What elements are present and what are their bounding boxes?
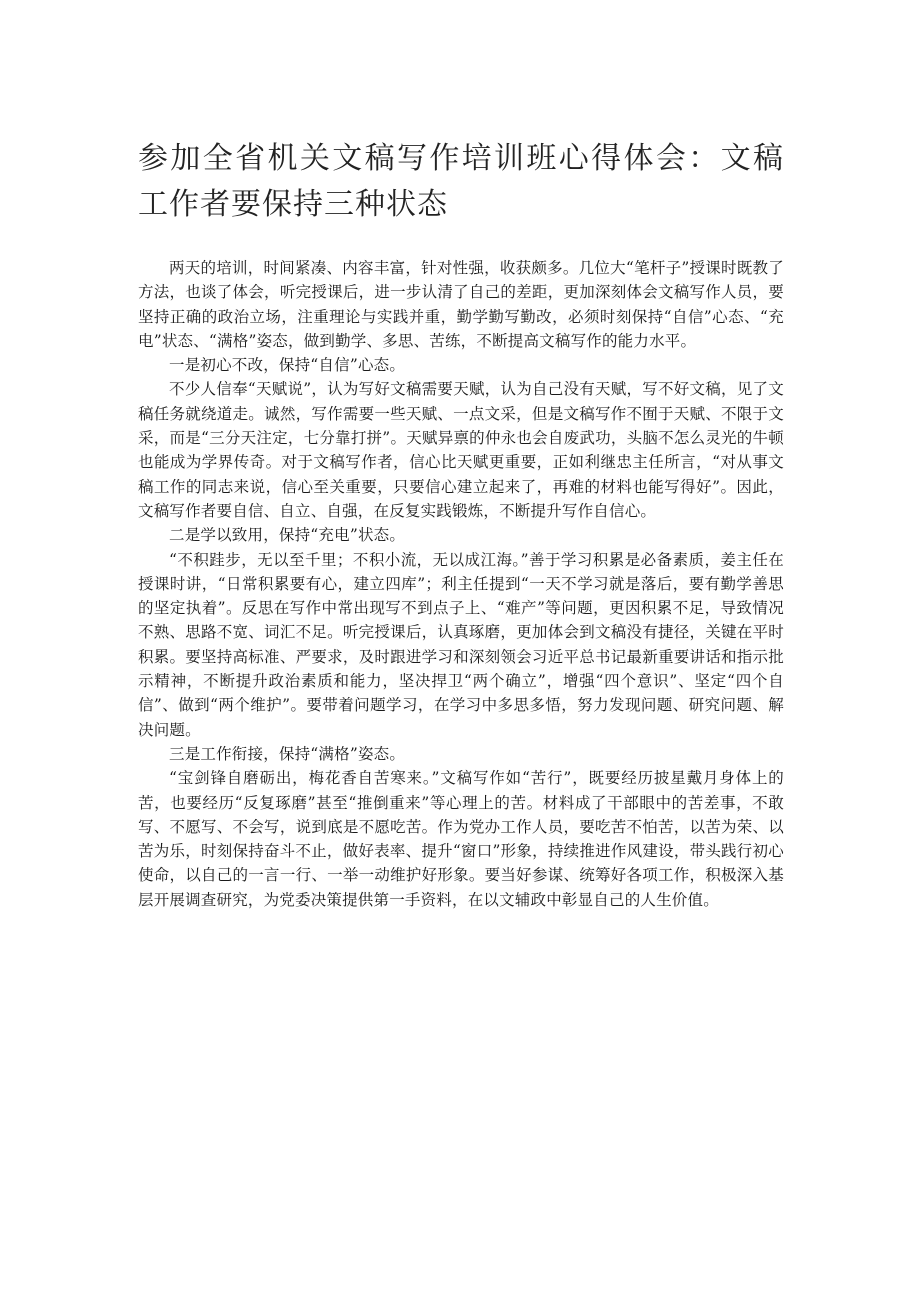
- paragraph-section-2: “不积跬步，无以至千里；不积小流，无以成江海。”善于学习积累是必备素质，姜主任在授课时讲，“日常积累要有心，建立四库”；利主任提到“一天不学习就是落后，要有勤学善思的坚定执着”。反思在写作中常出现写不到点子上、“难产”等问题，更因积累不足，导致情况不熟、思路不宽、词汇不足。听完授课后，认真琢磨，更加体会到文稿没有捷径，关键在平时积累。要坚持高标准、严要求，及时跟进学习和深刻领会习近平总书记最新重要讲话和指示批示精神，不断提升政治素质和能力，坚决捍卫“两个确立”，增强“四个意识”、坚定“四个自信”、做到“两个维护”。要带着问题学习，在学习中多思多悟，努力发现问题、研究问题、解决问题。: [138, 550, 784, 739]
- paragraph-section-1: 不少人信奉“天赋说”，认为写好文稿需要天赋，认为自己没有天赋，写不好文稿，见了文稿任务就绕道走。诚然，写作需要一些天赋、一点文采，但是文稿写作不囿于天赋、不限于文采，而是“三分天注定，七分靠打拼”。天赋异禀的仲永也会自废武功，头脑不怎么灵光的牛顿也能成为学界传奇。对于文稿写作者，信心比天赋更重要，正如利继忠主任所言，“对从事文稿工作的同志来说，信心至关重要，只要信心建立起来了，再难的材料也能写得好”。因此，文稿写作者要自信、自立、自强，在反复实践锻炼，不断提升写作自信心。: [138, 380, 784, 520]
- section-heading-3: 三是工作衔接，保持“满格”姿态。: [169, 744, 406, 763]
- paragraph-section-3: “宝剑锋自磨砺出，梅花香自苦寒来。”文稿写作如“苦行”，既要经历披星戴月身体上的苦，也要经历“反复琢磨”甚至“推倒重来”等心理上的苦。材料成了干部眼中的苦差事，不敢写、不愿写、不会写，说到底是不愿吃苦。作为党办工作人员，要吃苦不怕苦，以苦为荣、以苦为乐，时刻保持奋斗不止，做好表率、提升“窗口”形象，持续推进作风建设，带头践行初心使命，以自己的一言一行、一举一动维护好形象。要当好参谋、统筹好各项工作，积极深入基层开展调查研究，为党委决策提供第一手资料，在以文辅政中彰显自己的人生价值。: [138, 769, 784, 909]
- document-body: [138, 256, 784, 912]
- section-heading-2: 二是学以致用，保持“充电”状态。: [169, 526, 406, 545]
- document-page: [138, 136, 784, 912]
- section-heading-1: 一是初心不改，保持“自信”心态。: [169, 356, 406, 375]
- document-title: 参加全省机关文稿写作培训班心得体会：文稿工作者要保持三种状态: [138, 141, 784, 222]
- paragraph-intro: 两天的培训，时间紧凑、内容丰富，针对性强，收获颇多。几位大“笔杆子”授课时既教了方法，也谈了体会，听完授课后，进一步认清了自己的差距，更加深刻体会文稿写作人员，要坚持正确的政治立场，注重理论与实践并重，勤学勤写勤改，必须时刻保持“自信”心态、“充电”状态、“满格”姿态，做到勤学、多思、苦练，不断提高文稿写作的能力水平。: [138, 259, 784, 350]
